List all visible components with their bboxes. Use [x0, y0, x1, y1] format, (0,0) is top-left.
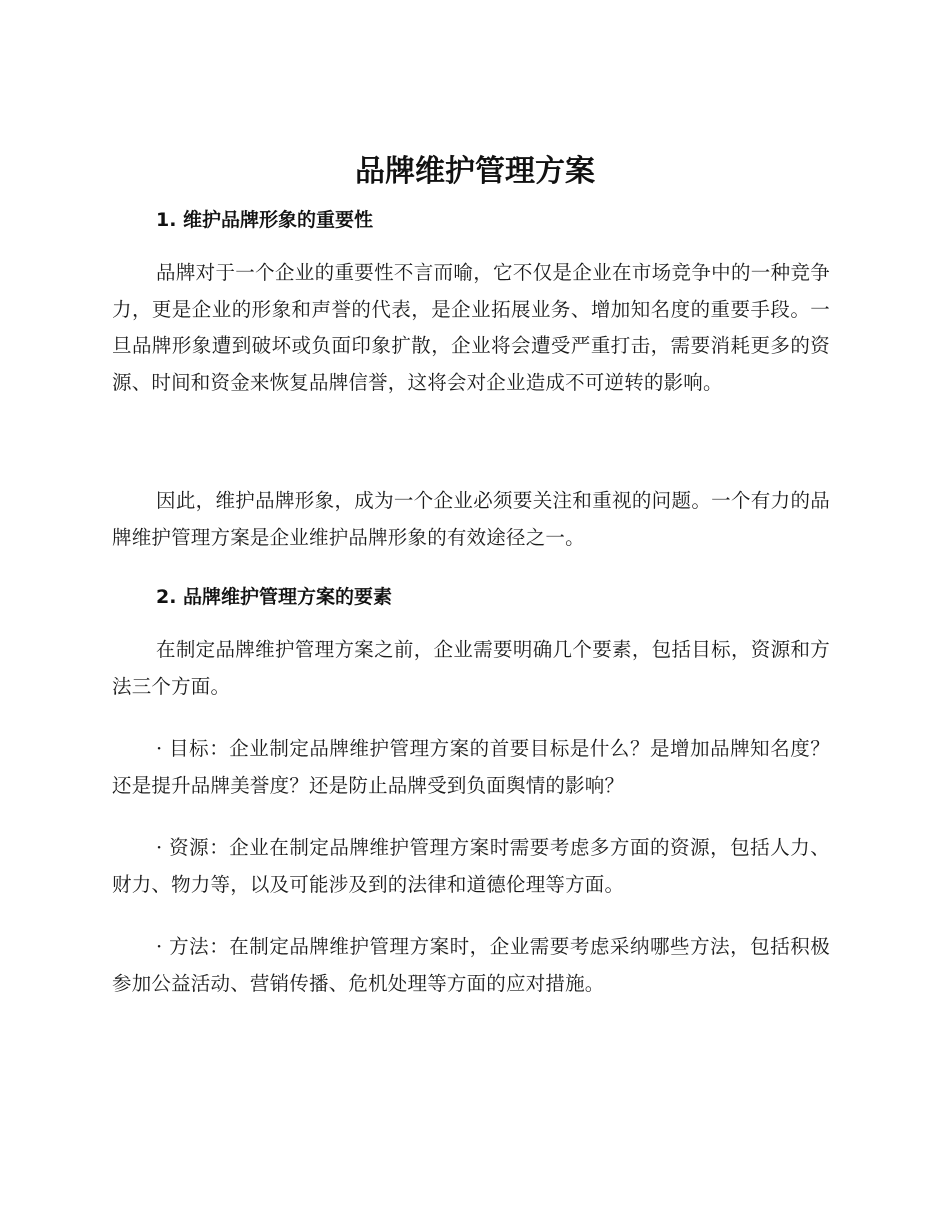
bullet-resources: · 资源：企业在制定品牌维护管理方案时需要考虑多方面的资源，包括人力、财力、物力等，以及可能涉及到的法律和道德伦理等方面。: [112, 836, 830, 896]
document-title: 品牌维护管理方案: [355, 154, 595, 189]
section-1-paragraph-1: 品牌对于一个企业的重要性不言而喻，它不仅是企业在市场竞争中的一种竞争力，更是企业的形象和声誉的代表，是企业拓展业务、增加知名度的重要手段。一旦品牌形象遭到破坏或负面印象扩散，企业将会遭受严重打击，需要消耗更多的资源、时间和资金来恢复品牌信誉，这将会对企业造成不可逆转的影响。: [112, 261, 830, 394]
bullet-goal: · 目标：企业制定品牌维护管理方案的首要目标是什么？是增加品牌知名度？还是提升品牌美誉度？还是防止品牌受到负面舆情的影响？: [112, 737, 830, 797]
section-1-paragraph-2: 因此，维护品牌形象，成为一个企业必须要关注和重视的问题。一个有力的品牌维护管理方案是企业维护品牌形象的有效途径之一。: [112, 489, 830, 549]
section-2-paragraph-1: 在制定品牌维护管理方案之前，企业需要明确几个要素，包括目标，资源和方法三个方面。: [112, 638, 830, 698]
bullet-methods: · 方法：在制定品牌维护管理方案时，企业需要考虑采纳哪些方法，包括积极参加公益活动、营销传播、危机处理等方面的应对措施。: [112, 935, 830, 995]
section-heading-2: 2. 品牌维护管理方案的要素: [156, 586, 393, 608]
section-heading-1: 1. 维护品牌形象的重要性: [156, 209, 374, 231]
